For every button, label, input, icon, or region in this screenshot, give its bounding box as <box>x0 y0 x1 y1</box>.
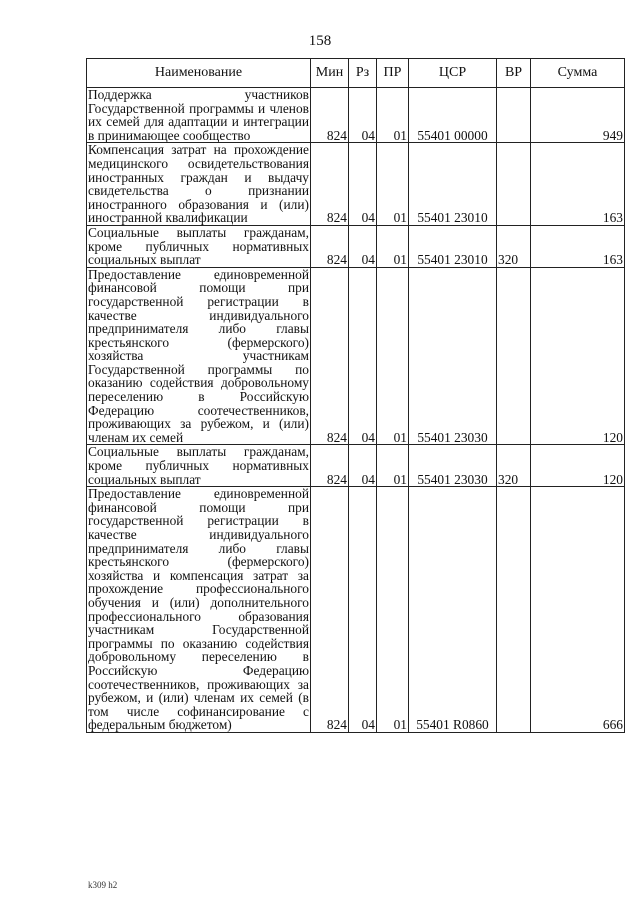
row-name: Компенсация затрат на прохождение медицинского освидетельствования иностранных граждан и выдачу свидетельства о признании иностранного образования и (или) иностранной квалификации <box>88 142 309 226</box>
row-pr: 01 <box>377 143 409 226</box>
table-row <box>87 225 625 267</box>
footer-code: k309 h2 <box>88 880 118 890</box>
row-pr: 01 <box>377 487 409 733</box>
table-row <box>87 267 625 445</box>
row-csr: 55401 23010 <box>409 143 497 226</box>
table-row <box>87 487 625 733</box>
row-vr <box>497 88 531 143</box>
table-header-row <box>87 59 625 88</box>
row-rz: 04 <box>349 267 377 445</box>
row-rz: 04 <box>349 225 377 267</box>
header-csr: ЦСР <box>409 59 497 88</box>
row-sum: 120 <box>531 267 625 445</box>
row-min: 824 <box>311 225 349 267</box>
budget-table <box>86 58 625 733</box>
header-pr: ПР <box>377 59 409 88</box>
table-row <box>87 143 625 226</box>
row-vr: 320 <box>497 225 531 267</box>
row-sum: 666 <box>531 487 625 733</box>
header-name: Наименование <box>87 59 311 88</box>
row-sum: 949 <box>531 88 625 143</box>
row-pr: 01 <box>377 225 409 267</box>
header-min: Мин <box>311 59 349 88</box>
row-sum: 163 <box>531 225 625 267</box>
row-min: 824 <box>311 143 349 226</box>
page-number: 158 <box>308 33 332 49</box>
row-vr <box>497 143 531 226</box>
table-row <box>87 445 625 487</box>
row-rz: 04 <box>349 88 377 143</box>
row-csr: 55401 23030 <box>409 445 497 487</box>
row-pr: 01 <box>377 445 409 487</box>
row-vr <box>497 487 531 733</box>
row-min: 824 <box>311 445 349 487</box>
table-row <box>87 88 625 143</box>
row-min: 824 <box>311 487 349 733</box>
row-rz: 04 <box>349 487 377 733</box>
row-csr: 55401 00000 <box>409 88 497 143</box>
row-rz: 04 <box>349 143 377 226</box>
row-name: Поддержка участников Государственной программы и членов их семей для адаптации и интеграции в принимающее сообщество <box>88 87 309 143</box>
row-pr: 01 <box>377 88 409 143</box>
row-min: 824 <box>311 88 349 143</box>
row-name: Социальные выплаты гражданам, кроме публичных нормативных социальных выплат <box>88 444 309 487</box>
row-name: Предоставление единовременной финансовой помощи при государственной регистрации в качестве индивидуального предпринимателя либо главы крестьянского (фермерского) хозяйства и компенсация затрат за прохождение профессионального обучения и (или) дополнительного профессионального образования участникам Государственной программы по оказанию содействия добровольному переселению в Российскую Федерацию соотечественников, проживающих за рубежом, и (или) членам их семей (в том числе софинансирование с федеральным бюджетом) <box>88 486 309 733</box>
row-csr: 55401 23030 <box>409 267 497 445</box>
row-sum: 163 <box>531 143 625 226</box>
header-sum: Сумма <box>531 59 625 88</box>
row-min: 824 <box>311 267 349 445</box>
row-name: Предоставление единовременной финансовой помощи при государственной регистрации в качестве индивидуального предпринимателя либо главы крестьянского (фермерского) хозяйства участникам Государственной программы по оказанию содействия добровольному переселению в Российскую Федерацию соотечественников, проживающих за рубежом, и (или) членам их семей <box>88 267 309 445</box>
row-sum: 120 <box>531 445 625 487</box>
row-vr <box>497 267 531 445</box>
row-csr: 55401 R0860 <box>409 487 497 733</box>
header-vr: ВР <box>497 59 531 88</box>
row-rz: 04 <box>349 445 377 487</box>
row-csr: 55401 23010 <box>409 225 497 267</box>
row-pr: 01 <box>377 267 409 445</box>
header-rz: Рз <box>349 59 377 88</box>
row-vr: 320 <box>497 445 531 487</box>
row-name: Социальные выплаты гражданам, кроме публичных нормативных социальных выплат <box>88 225 309 268</box>
